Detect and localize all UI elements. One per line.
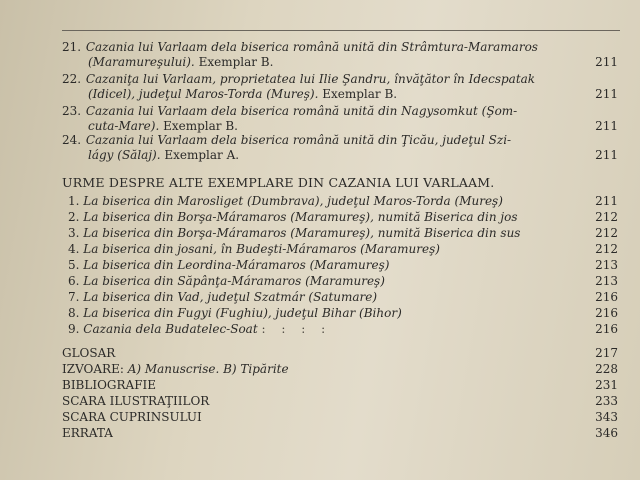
main-label: ERRATA <box>62 426 113 440</box>
trace-item <box>68 194 618 209</box>
toc-entry <box>62 72 618 102</box>
main-item <box>62 378 618 393</box>
entry-text: Cazaniţa lui Varlaam, proprietatea lui Ilie Şandru, învăţător în Idecspatak <box>85 72 536 86</box>
page-number: 217 <box>595 346 618 360</box>
page-number: 228 <box>595 362 618 376</box>
entry-number: 23. <box>62 104 82 118</box>
main-item <box>62 410 618 425</box>
page-number: 346 <box>595 426 618 440</box>
page-number: 211 <box>595 119 618 133</box>
page-number: 233 <box>595 394 618 408</box>
page-number: 216 <box>595 306 618 320</box>
trace-number: 8. <box>68 306 80 320</box>
entry-exemplar: Exemplar B. <box>194 55 274 69</box>
page-number: 216 <box>595 322 618 336</box>
trace-number: 9. <box>68 322 80 336</box>
trace-number: 2. <box>68 210 80 224</box>
trace-text: La biserica din Marosliget (Dumbrava), judeţul Maros-Torda (Mureş) <box>83 194 503 208</box>
entry-number: 21. <box>62 40 82 54</box>
trace-item <box>68 226 618 241</box>
trace-number: 4. <box>68 242 80 256</box>
main-label: SCARA CUPRINSULUI <box>62 410 202 424</box>
page-number: 211 <box>595 87 618 101</box>
trace-text: La biserica din Leordina-Máramaros (Maramureş) <box>83 258 390 272</box>
page-number: 211 <box>595 55 618 69</box>
trace-text: La biserica din Fugyi (Fughiu), judeţul Bihar (Bihor) <box>83 306 402 320</box>
entry-text: Cazania lui Varlaam dela biserica română unită din Nagysomkut (Şom- <box>85 104 518 118</box>
entry-text-cont: cuta-Mare). <box>88 119 160 133</box>
entry-text-cont: (Idicel), judeţul Maros-Torda (Mureş). <box>88 87 319 101</box>
trace-text: La biserica din Vad, judeţul Szatmár (Satumare) <box>83 290 378 304</box>
entry-text-cont: (Maramureşului). <box>88 55 195 69</box>
main-label: GLOSAR <box>62 346 116 360</box>
top-rule <box>62 30 620 31</box>
trace-text: La biserica din Săpânţa-Máramaros (Maramureş) <box>83 274 385 288</box>
entry-number: 22. <box>62 72 82 86</box>
trace-text: Cazania dela Budatelec-Soat <box>83 322 258 336</box>
trace-text: La biserica din Borşa-Máramaros (Maramureş), numită Biserica din sus <box>83 226 521 240</box>
main-item <box>62 426 618 441</box>
page-number: 216 <box>595 290 618 304</box>
entry-exemplar: Exemplar B. <box>159 119 238 133</box>
trace-text: La biserica din Borşa-Máramaros (Maramureş), numită Biserica din jos <box>83 210 518 224</box>
trace-item <box>68 322 618 337</box>
trace-number: 3. <box>68 226 80 240</box>
page-number: 213 <box>595 258 618 272</box>
page-number: 211 <box>595 194 618 208</box>
page-number: 212 <box>595 242 618 256</box>
main-label: SCARA ILUSTRAŢIILOR <box>62 394 210 408</box>
trace-text: La biserica din josani, în Budeşti-Máramaros (Maramureş) <box>83 242 440 256</box>
section-heading: URME DESPRE ALTE EXEMPLARE DIN CAZANIA LUI VARLAAM. <box>62 175 495 190</box>
toc-entry <box>62 104 618 134</box>
leader-dots: : : : : <box>261 322 332 336</box>
toc-entry <box>62 133 618 163</box>
trace-item <box>68 210 618 225</box>
toc-entry <box>62 40 618 70</box>
entry-exemplar: Exemplar B. <box>318 87 398 101</box>
entry-exemplar: Exemplar A. <box>160 148 240 162</box>
main-label: BIBLIOGRAFIE <box>62 378 157 392</box>
page-number: 231 <box>595 378 618 392</box>
main-item <box>62 394 618 409</box>
entry-text-cont: lágy (Sălaj). <box>88 148 161 162</box>
page-number: 213 <box>595 274 618 288</box>
main-label: IZVOARE: <box>62 362 124 376</box>
page-number: 212 <box>595 226 618 240</box>
trace-number: 6. <box>68 274 80 288</box>
trace-item <box>68 274 618 289</box>
trace-item <box>68 290 618 305</box>
page-number: 211 <box>595 148 618 162</box>
page-number: 212 <box>595 210 618 224</box>
entry-number: 24. <box>62 133 82 147</box>
entry-text: Cazania lui Varlaam dela biserica română unită din Ţicău, judeţul Szi- <box>85 133 512 147</box>
trace-item <box>68 258 618 273</box>
main-extra: A) Manuscrise. B) Tipărite <box>123 362 289 376</box>
trace-item <box>68 306 618 321</box>
trace-number: 7. <box>68 290 80 304</box>
page-number: 343 <box>595 410 618 424</box>
main-item <box>62 346 618 361</box>
entry-text: Cazania lui Varlaam dela biserica română unită din Strâmtura-Maramaros <box>85 40 538 54</box>
trace-number: 1. <box>68 194 80 208</box>
main-item <box>62 362 618 377</box>
trace-item <box>68 242 618 257</box>
trace-number: 5. <box>68 258 80 272</box>
